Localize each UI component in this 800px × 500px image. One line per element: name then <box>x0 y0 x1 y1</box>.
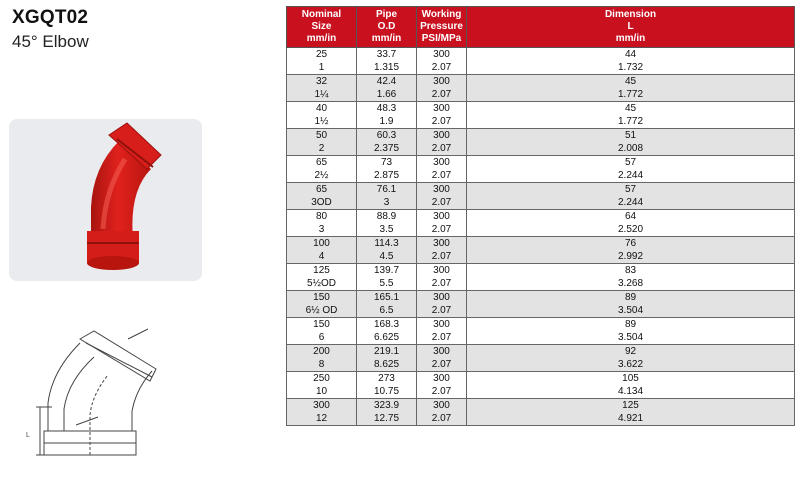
cell-dimension-l: 44 1.732 <box>467 48 795 75</box>
table-row <box>287 156 795 183</box>
product-photo-card <box>9 119 202 281</box>
cell-pipe-od: 73 2.875 <box>357 156 417 183</box>
table-row <box>287 372 795 399</box>
table-row <box>287 399 795 426</box>
header-dimension-l: Dimension L mm/in <box>467 7 795 48</box>
cell-nominal-size: 250 10 <box>287 372 357 399</box>
cell-working-pressure: 300 2.07 <box>417 183 467 210</box>
cell-nominal-size: 25 1 <box>287 48 357 75</box>
cell-nominal-size: 40 1½ <box>287 102 357 129</box>
cell-working-pressure: 300 2.07 <box>417 264 467 291</box>
cell-working-pressure: 300 2.07 <box>417 291 467 318</box>
table-row <box>287 183 795 210</box>
cell-dimension-l: 92 3.622 <box>467 345 795 372</box>
cell-nominal-size: 200 8 <box>287 345 357 372</box>
cell-working-pressure: 300 2.07 <box>417 372 467 399</box>
cell-pipe-od: 168.3 6.625 <box>357 318 417 345</box>
product-code: XGQT02 <box>12 7 89 28</box>
table-row <box>287 48 795 75</box>
cell-working-pressure: 300 2.07 <box>417 102 467 129</box>
cell-pipe-od: 48.3 1.9 <box>357 102 417 129</box>
cell-dimension-l: 64 2.520 <box>467 210 795 237</box>
table-row <box>287 264 795 291</box>
cell-pipe-od: 33.7 1.315 <box>357 48 417 75</box>
cell-pipe-od: 273 10.75 <box>357 372 417 399</box>
cell-nominal-size: 125 5½OD <box>287 264 357 291</box>
cell-dimension-l: 89 3.504 <box>467 291 795 318</box>
table-row <box>287 237 795 264</box>
elbow-drawing-icon <box>16 325 166 475</box>
dimension-table <box>286 6 795 426</box>
cell-dimension-l: 89 3.504 <box>467 318 795 345</box>
cell-pipe-od: 88.9 3.5 <box>357 210 417 237</box>
cell-pipe-od: 60.3 2.375 <box>357 129 417 156</box>
cell-pipe-od: 165.1 6.5 <box>357 291 417 318</box>
svg-text:L: L <box>26 432 30 439</box>
cell-working-pressure: 300 2.07 <box>417 48 467 75</box>
table-row <box>287 75 795 102</box>
table-row <box>287 318 795 345</box>
cell-dimension-l: 45 1.772 <box>467 75 795 102</box>
cell-working-pressure: 300 2.07 <box>417 345 467 372</box>
cell-working-pressure: 300 2.07 <box>417 399 467 426</box>
cell-dimension-l: 83 3.268 <box>467 264 795 291</box>
cell-nominal-size: 150 6½ OD <box>287 291 357 318</box>
cell-nominal-size: 65 3OD <box>287 183 357 210</box>
cell-working-pressure: 300 2.07 <box>417 210 467 237</box>
cell-nominal-size: 80 3 <box>287 210 357 237</box>
cell-nominal-size: 300 12 <box>287 399 357 426</box>
cell-working-pressure: 300 2.07 <box>417 75 467 102</box>
cell-nominal-size: 150 6 <box>287 318 357 345</box>
cell-dimension-l: 57 2.244 <box>467 156 795 183</box>
cell-nominal-size: 100 4 <box>287 237 357 264</box>
cell-dimension-l: 125 4.921 <box>467 399 795 426</box>
cell-working-pressure: 300 2.07 <box>417 318 467 345</box>
cell-pipe-od: 76.1 3 <box>357 183 417 210</box>
cell-nominal-size: 32 1¼ <box>287 75 357 102</box>
header-pipe-od: Pipe O.D mm/in <box>357 7 417 48</box>
cell-nominal-size: 65 2½ <box>287 156 357 183</box>
cell-working-pressure: 300 2.07 <box>417 129 467 156</box>
cell-dimension-l: 51 2.008 <box>467 129 795 156</box>
header-nominal-size: Nominal Size mm/in <box>287 7 357 48</box>
cell-pipe-od: 219.1 8.625 <box>357 345 417 372</box>
cell-working-pressure: 300 2.07 <box>417 237 467 264</box>
table-row <box>287 291 795 318</box>
cell-pipe-od: 114.3 4.5 <box>357 237 417 264</box>
cell-pipe-od: 139.7 5.5 <box>357 264 417 291</box>
table-row <box>287 102 795 129</box>
table-row <box>287 129 795 156</box>
cell-pipe-od: 42.4 1.66 <box>357 75 417 102</box>
table-header-row <box>287 7 795 48</box>
red-elbow-photo-icon <box>9 119 202 281</box>
cell-dimension-l: 45 1.772 <box>467 102 795 129</box>
cell-pipe-od: 323.9 12.75 <box>357 399 417 426</box>
table-row <box>287 345 795 372</box>
cell-dimension-l: 105 4.134 <box>467 372 795 399</box>
table-row <box>287 210 795 237</box>
cell-working-pressure: 300 2.07 <box>417 156 467 183</box>
cell-dimension-l: 57 2.244 <box>467 183 795 210</box>
cell-dimension-l: 76 2.992 <box>467 237 795 264</box>
header-working-pressure: Working Pressure PSI/MPa <box>417 7 467 48</box>
elbow-line-drawing <box>16 325 166 475</box>
cell-nominal-size: 50 2 <box>287 129 357 156</box>
product-name: 45° Elbow <box>12 32 89 51</box>
